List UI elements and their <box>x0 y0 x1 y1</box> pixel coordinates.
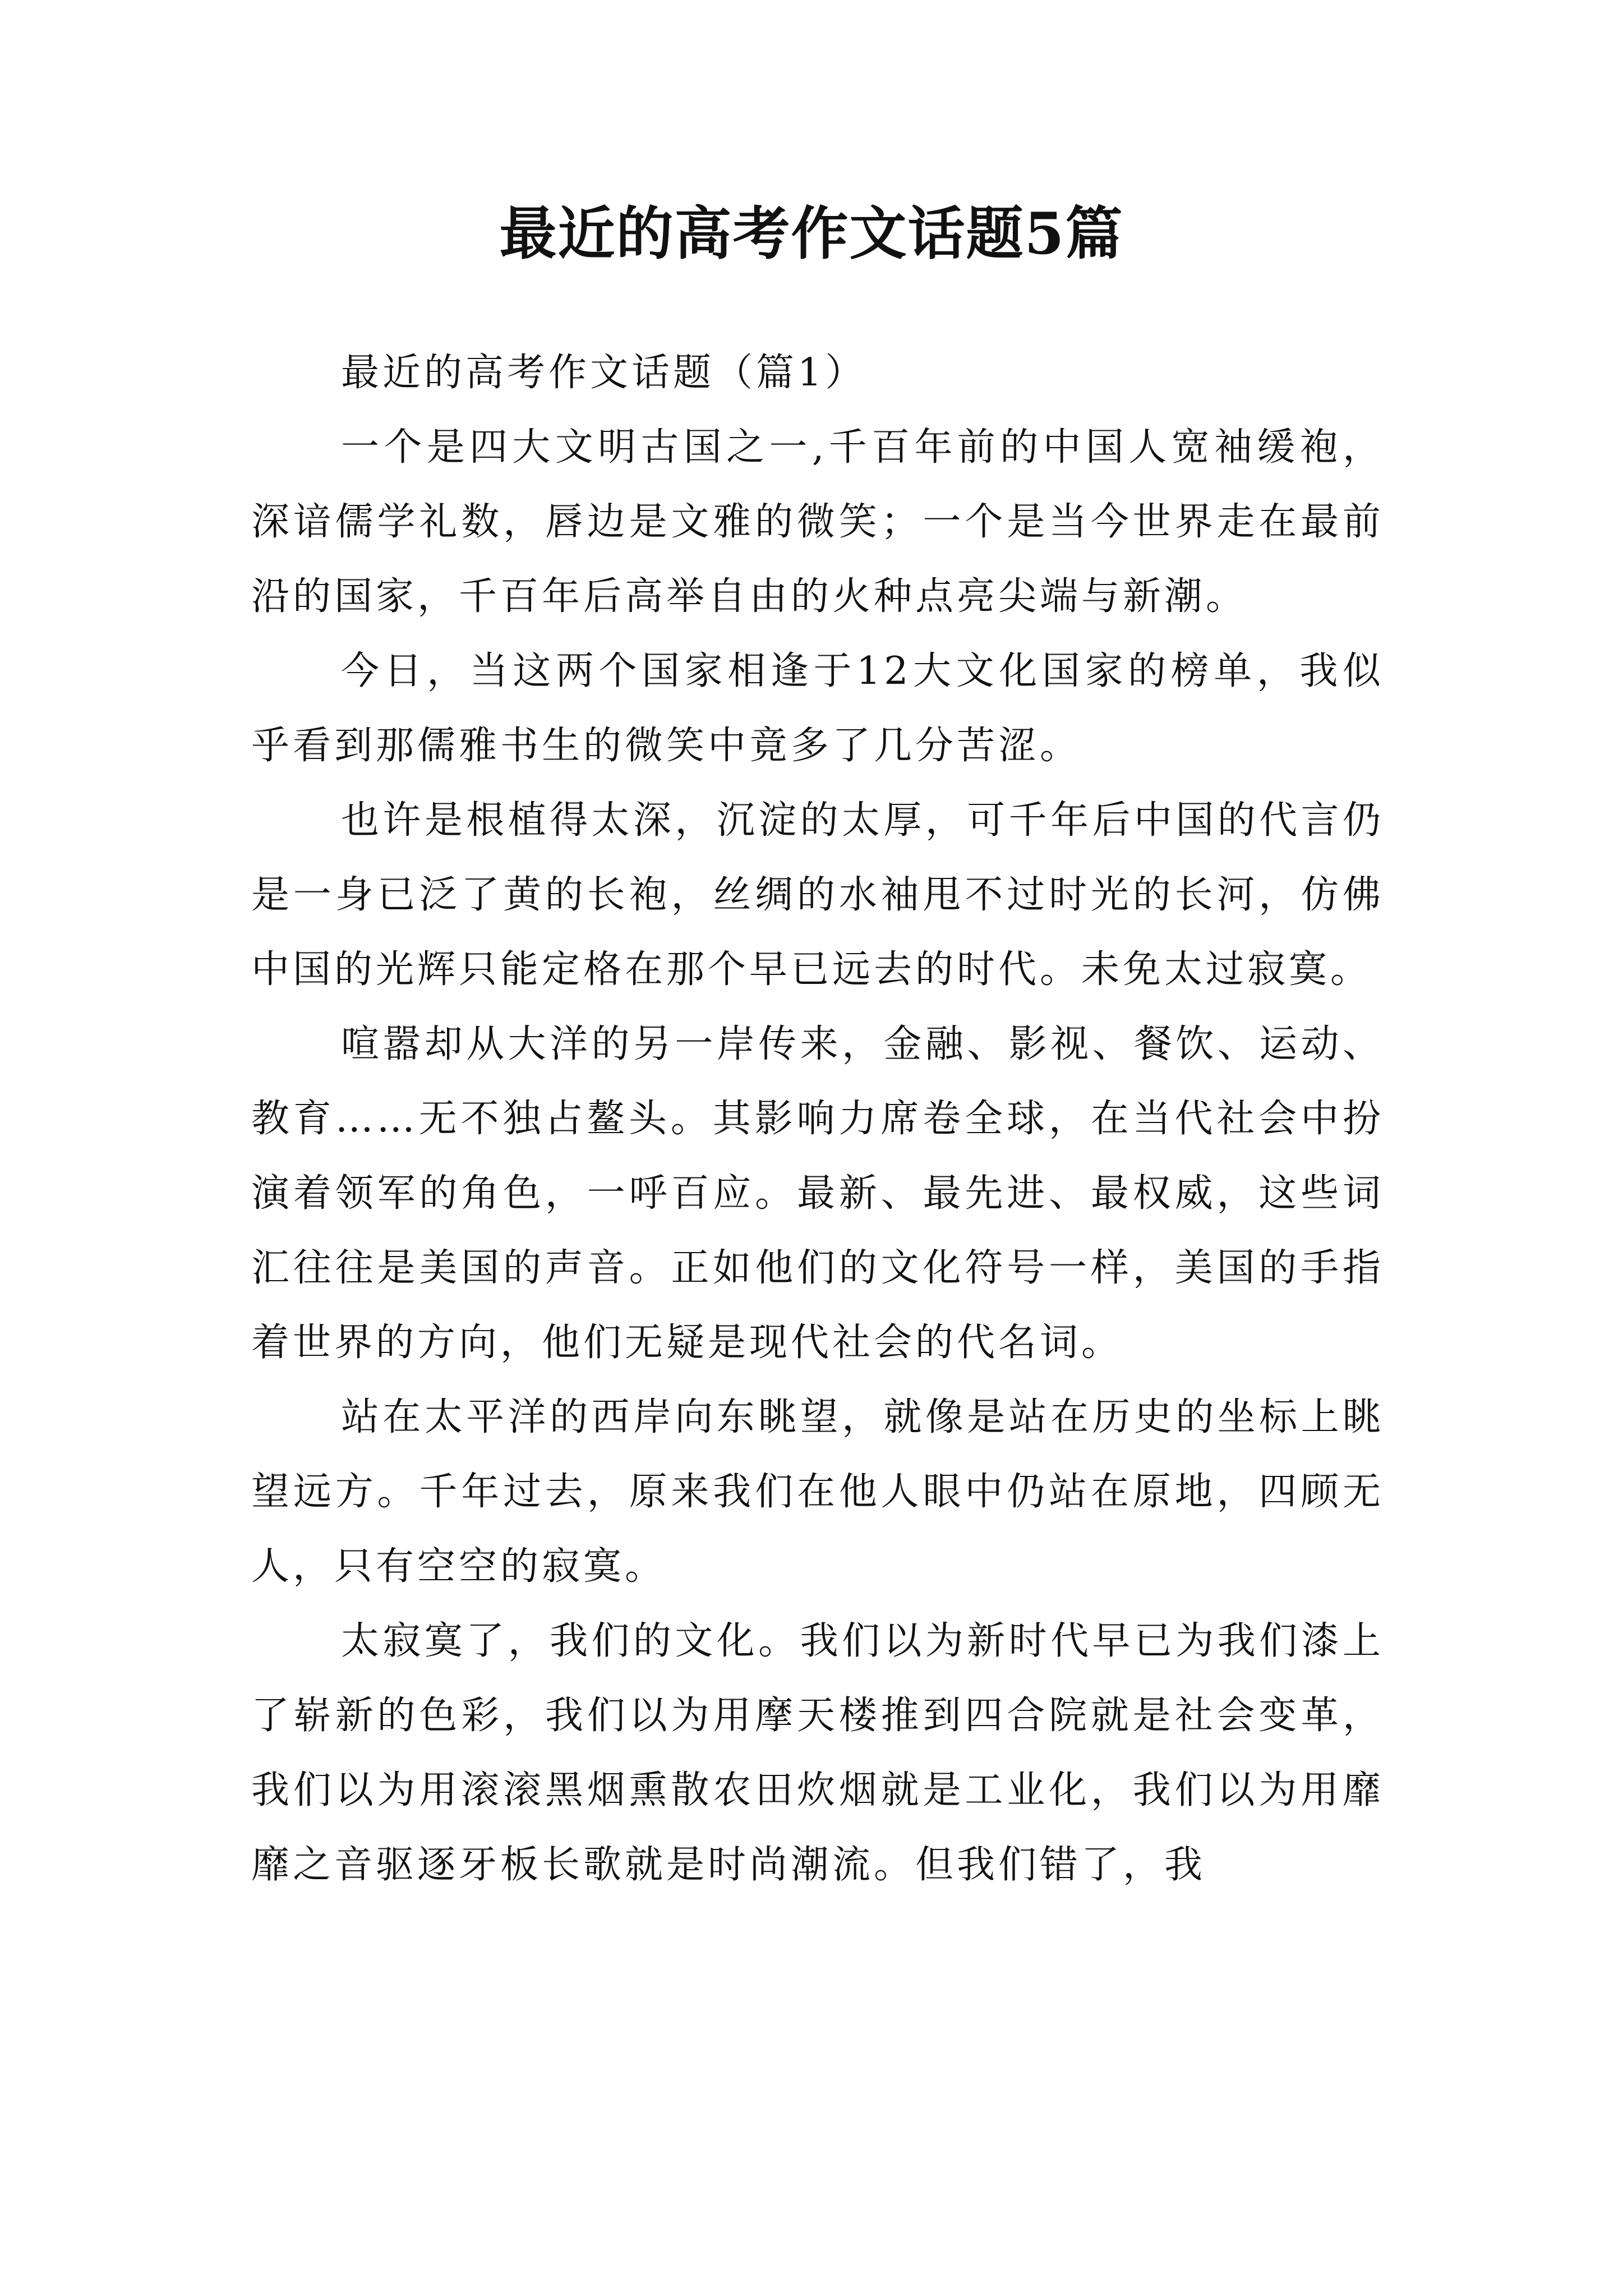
document-body <box>251 335 1384 1902</box>
paragraph: 一个是四大文明古国之一,千百年前的中国人宽袖缓袍，深谙儒学礼数，唇边是文雅的微笑；一个是当今世界走在最前沿的国家，千百年后高举自由的火种点亮尖端与新潮。 <box>251 425 1384 619</box>
paragraph: 今日，当这两个国家相逢于12大文化国家的榜单，我似乎看到那儒雅书生的微笑中竟多了几分苦涩。 <box>251 649 1384 768</box>
paragraph: 喧嚣却从大洋的另一岸传来，金融、影视、餐饮、运动、教育……无不独占鳌头。其影响力席卷全球，在当代社会中扮演着领军的角色，一呼百应。最新、最先进、最权威，这些词汇往往是美国的声音。正如他们的文化符号一样，美国的手指着世界的方向，他们无疑是现代社会的代名词。 <box>251 1022 1384 1365</box>
paragraph: 太寂寞了，我们的文化。我们以为新时代早已为我们漆上了崭新的色彩，我们以为用摩天楼推到四合院就是社会变革，我们以为用滚滚黑烟熏散农田炊烟就是工业化，我们以为用靡靡之音驱逐牙板长歌就是时尚潮流。但我们错了，我 <box>251 1619 1384 1887</box>
paragraph: 站在太平洋的西岸向东眺望，就像是站在历史的坐标上眺望远方。千年过去，原来我们在他人眼中仍站在原地，四顾无人，只有空空的寂寞。 <box>251 1395 1384 1589</box>
paragraph: 也许是根植得太深，沉淀的太厚，可千年后中国的代言仍是一身已泛了黄的长袍，丝绸的水袖甩不过时光的长河，仿佛中国的光辉只能定格在那个早已远去的时代。未免太过寂寞。 <box>251 798 1384 992</box>
document-title: 最近的高考作文话题5篇 <box>499 200 1124 268</box>
section-heading: 最近的高考作文话题（篇1） <box>341 351 867 395</box>
